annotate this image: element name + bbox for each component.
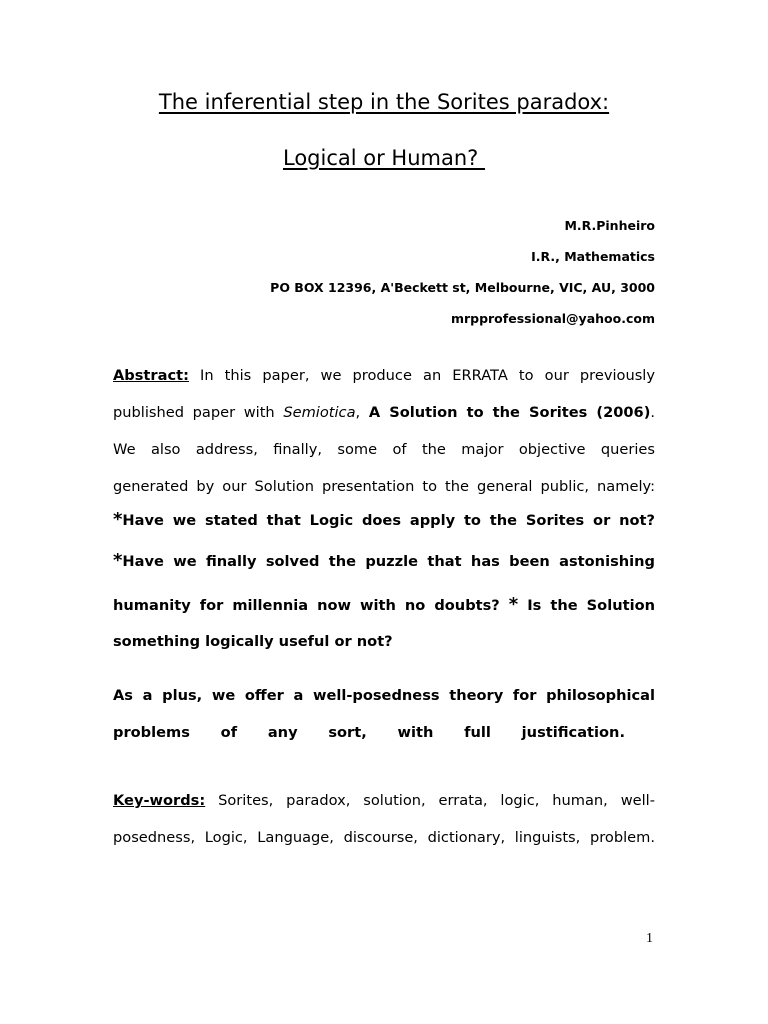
bullet-star: * — [113, 509, 123, 530]
paper-title-line-1: The inferential step in the Sorites paradox: — [158, 90, 610, 114]
abstract-line-2-text: published paper with — [113, 404, 284, 421]
plus-line-2: problems of any sort, with full justification. — [113, 724, 625, 741]
author-name: M.R.Pinheiro — [564, 218, 655, 233]
question-2-text-cont: humanity for millennia now with no doubts? — [113, 597, 509, 614]
author-address: PO BOX 12396, A'Beckett st, Melbourne, VIC, AU, 3000 — [270, 280, 655, 295]
keywords-line-1-text: Sorites, paradox, solution, errata, logic, human, well- — [205, 792, 655, 809]
page-number: 1 — [646, 931, 653, 946]
author-affiliation: I.R., Mathematics — [531, 249, 655, 264]
question-2-line-2 — [113, 590, 655, 627]
questions-section — [113, 505, 655, 657]
question-3-line-2: something logically useful or not? — [113, 633, 393, 650]
bullet-star: * — [508, 594, 519, 615]
abstract-line-4: generated by our Solution presentation to the general public, namely: — [113, 478, 655, 495]
keywords-label: Key-words: — [113, 792, 206, 809]
bullet-star: * — [113, 550, 123, 571]
question-1 — [113, 505, 655, 546]
keywords-line-2: posedness, Logic, Language, discourse, dictionary, linguists, problem. — [113, 829, 655, 846]
keywords-line-1 — [113, 789, 655, 826]
plus-section — [113, 683, 655, 746]
abstract-line-1 — [113, 357, 655, 394]
abstract-line-1-text: In this paper, we produce an ERRATA to our previously — [188, 367, 655, 384]
author-email: mrpprofessional@yahoo.com — [450, 311, 655, 326]
plus-line-1: As a plus, we offer a well-posedness theory for philosophical — [113, 687, 655, 704]
question-2-line-1 — [113, 546, 655, 590]
question-3-text: Is the Solution — [518, 597, 655, 614]
abstract-period: . — [650, 404, 656, 421]
question-1-text: Have we stated that Logic does apply to the Sorites or not? — [122, 512, 655, 529]
cited-paper-title: A Solution to the Sorites (2006) — [368, 404, 651, 421]
question-2-text: Have we finally solved the puzzle that has been astonishing — [122, 553, 655, 570]
author-block — [270, 217, 655, 341]
abstract-section — [113, 357, 655, 505]
abstract-comma: , — [355, 404, 369, 421]
abstract-line-2 — [113, 394, 655, 431]
paper-title-line-2: Logical or Human? — [283, 146, 485, 170]
journal-name: Semiotica — [283, 404, 356, 421]
abstract-label: Abstract: — [113, 367, 189, 384]
keywords-section — [113, 789, 655, 863]
abstract-line-3: We also address, finally, some of the major objective queries — [113, 441, 655, 458]
